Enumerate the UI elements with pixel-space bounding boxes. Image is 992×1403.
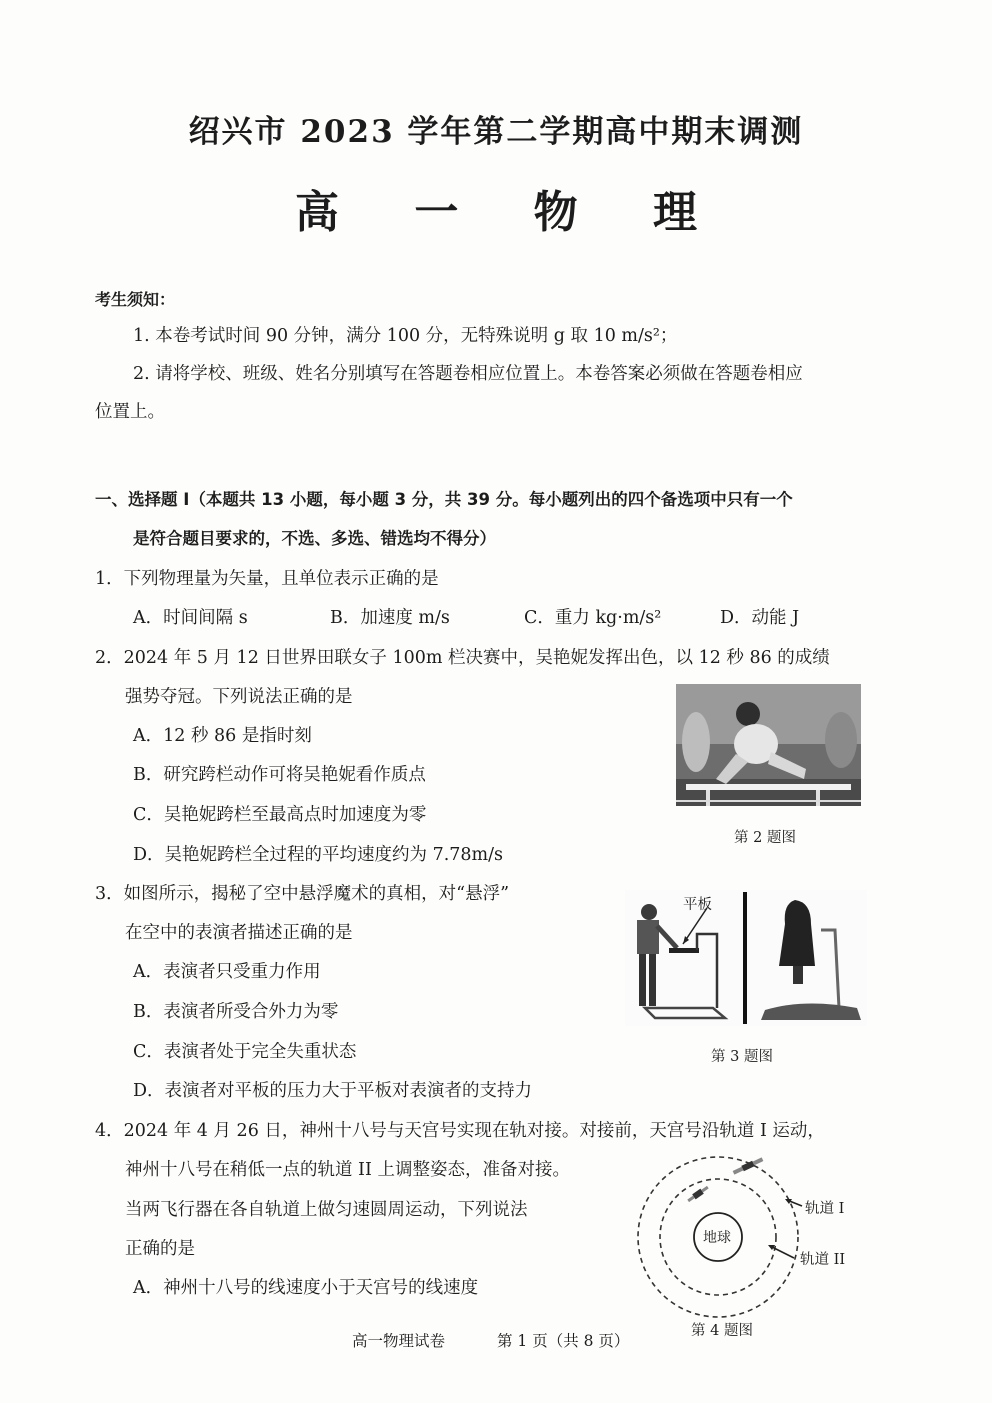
notice-item-1: 1. 本卷考试时间 90 分钟，满分 100 分，无特殊说明 g 取 10 m/s²； bbox=[133, 326, 678, 346]
plank-label: 平板 bbox=[683, 897, 712, 913]
orbit-2-label: 轨道 II bbox=[800, 1252, 846, 1268]
question-2-option-a: A．12 秒 86 是指时刻 bbox=[133, 726, 312, 746]
question-3-option-c: C．表演者处于完全失重状态 bbox=[133, 1042, 357, 1062]
notice-item-2-line-1: 2. 请将学校、班级、姓名分别填写在答题卷相应位置上。本卷答案必须做在答题卷相应 bbox=[133, 364, 803, 384]
footer-page-number: 第 1 页（共 8 页） bbox=[497, 1332, 630, 1350]
orbit-diagram bbox=[630, 1148, 860, 1318]
earth-label: 地球 bbox=[703, 1230, 731, 1246]
question-4-stem-line-1: 4．2024 年 4 月 26 日，神州十八号与天宫号实现在轨对接。对接前，天宫号沿轨道 I 运动， bbox=[95, 1121, 825, 1141]
question-4-stem-line-3: 当两飞行器在各自轨道上做匀速圆周运动，下列说法 bbox=[125, 1200, 528, 1220]
question-1-option-c: C．重力 kg·m/s² bbox=[524, 608, 662, 628]
section-heading-line-2: 是符合题目要求的，不选、多选、错选均不得分） bbox=[133, 529, 496, 548]
question-1-option-a: A．时间间隔 s bbox=[133, 608, 248, 628]
question-3-option-d: D．表演者对平板的压力大于平板对表演者的支持力 bbox=[133, 1081, 533, 1101]
hurdle-race-photo bbox=[676, 684, 861, 806]
tiangong-station-icon bbox=[732, 1157, 764, 1176]
question-3-option-b: B．表演者所受合外力为零 bbox=[133, 1002, 339, 1022]
question-2-option-c: C．吴艳妮跨栏至最高点时加速度为零 bbox=[133, 805, 427, 825]
question-3-option-a: A．表演者只受重力作用 bbox=[133, 962, 321, 982]
question-2-option-d: D．吴艳妮跨栏全过程的平均速度约为 7.78m/s bbox=[133, 845, 504, 865]
levitation-magic-figure bbox=[625, 890, 867, 1026]
exam-title: 绍兴市 2023 学年第二学期高中期末调测 bbox=[188, 114, 804, 150]
question-4-stem-line-4: 正确的是 bbox=[125, 1239, 195, 1259]
section-heading-line-1: 一、选择题 I（本题共 13 小题，每小题 3 分，共 39 分。每小题列出的四个备选项中只有一个 bbox=[95, 490, 793, 509]
figure-3-caption: 第 3 题图 bbox=[711, 1049, 773, 1065]
question-1-option-d: D．动能 J bbox=[720, 608, 800, 628]
notice-item-2-line-2: 位置上。 bbox=[95, 402, 165, 422]
figure-2-caption: 第 2 题图 bbox=[734, 830, 796, 846]
question-1-stem: 1．下列物理量为矢量，且单位表示正确的是 bbox=[95, 569, 439, 589]
question-2-stem-line-2: 强势夺冠。下列说法正确的是 bbox=[125, 687, 353, 707]
orbit-1-label: 轨道 I bbox=[805, 1201, 845, 1217]
question-2-option-b: B．研究跨栏动作可将吴艳妮看作质点 bbox=[133, 765, 426, 785]
shenzhou-spacecraft-icon bbox=[686, 1185, 709, 1204]
question-3-stem-line-2: 在空中的表演者描述正确的是 bbox=[125, 923, 353, 943]
question-4-option-a: A．神州十八号的线速度小于天宫号的线速度 bbox=[133, 1278, 479, 1298]
question-1-option-b: B．加速度 m/s bbox=[330, 608, 450, 628]
subject-title: 高 一 物 理 bbox=[295, 187, 727, 238]
question-3-stem-line-1: 3．如图所示，揭秘了空中悬浮魔术的真相，对“悬浮” bbox=[95, 884, 510, 904]
question-4-stem-line-2: 神州十八号在稍低一点的轨道 II 上调整姿态，准备对接。 bbox=[125, 1160, 570, 1180]
question-2-stem-line-1: 2．2024 年 5 月 12 日世界田联女子 100m 栏决赛中，吴艳妮发挥出色，以 12 秒 86 的成绩 bbox=[95, 648, 830, 668]
notice-heading: 考生须知： bbox=[95, 290, 176, 309]
footer-exam-name: 高一物理试卷 bbox=[352, 1332, 446, 1350]
figure-4-caption: 第 4 题图 bbox=[691, 1323, 753, 1339]
